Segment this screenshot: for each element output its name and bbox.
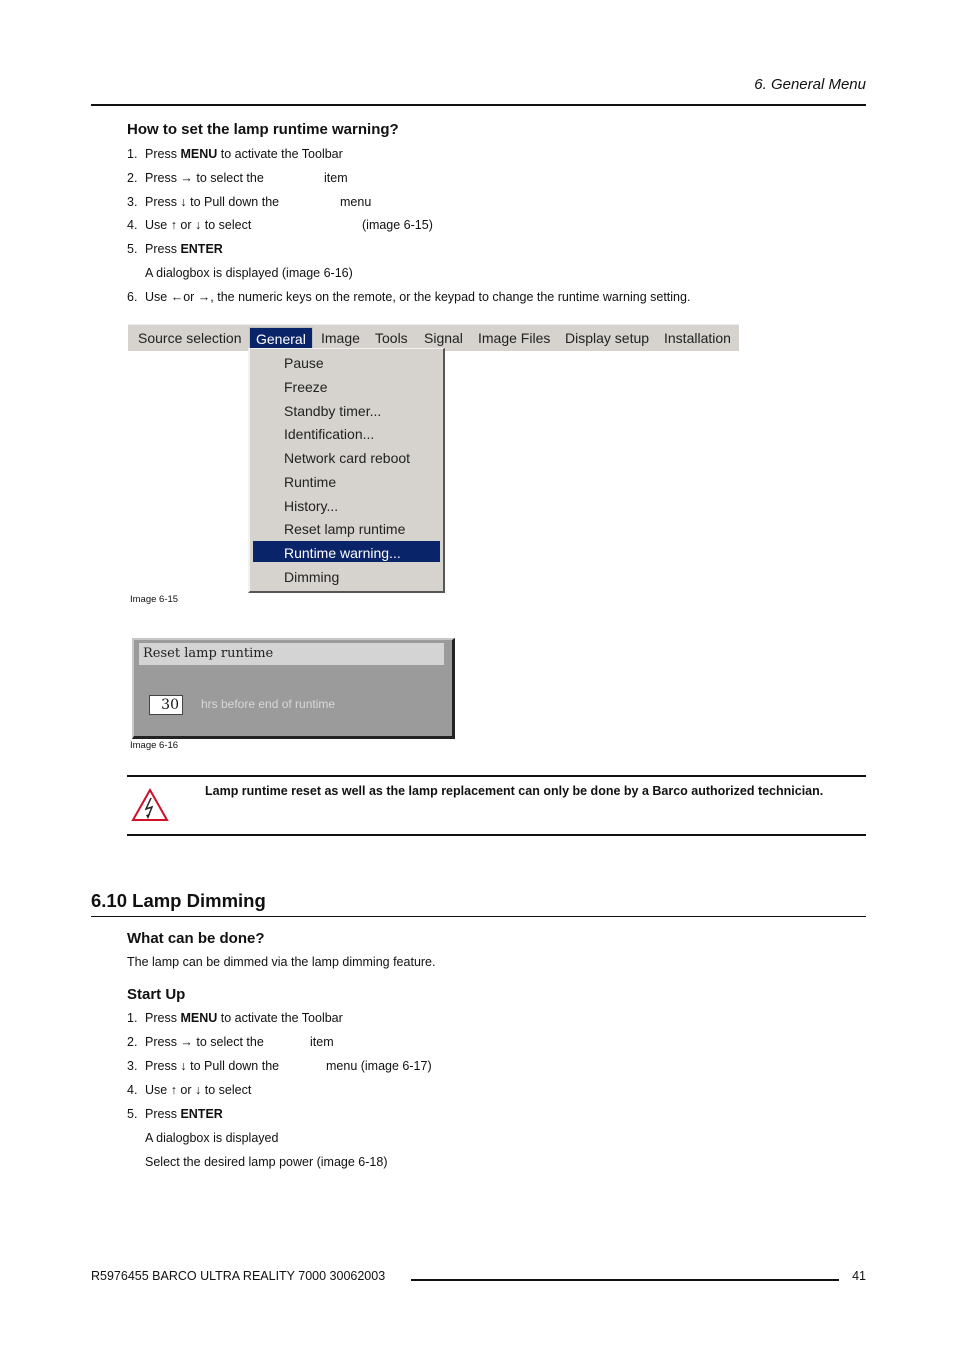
- step-text: Use ←or →, the numeric keys on the remote, or the keypad to change the runtime warning setting.: [145, 290, 691, 304]
- section-rule: [91, 916, 866, 917]
- running-header: 6. General Menu: [754, 76, 866, 93]
- dropdown-item-dimming[interactable]: Dimming: [284, 569, 340, 585]
- dialog-title: Reset lamp runtime: [139, 643, 444, 665]
- section-heading: How to set the lamp runtime warning?: [127, 121, 399, 138]
- paragraph: The lamp can be dimmed via the lamp dimming feature.: [127, 955, 436, 969]
- step-text-tail: to activate the Toolbar: [217, 1011, 343, 1025]
- step-text-tail: menu: [340, 195, 372, 209]
- step-number: 3.: [127, 1059, 138, 1073]
- step-text: Use ↑ or ↓ to select: [145, 218, 252, 232]
- header-rule: [91, 104, 866, 106]
- warning-rule-bottom: [127, 834, 866, 836]
- step-number: 5.: [127, 1107, 138, 1121]
- step-text: Use ↑ or ↓ to select: [145, 1083, 252, 1097]
- step-text: Select the desired lamp power (image 6-18): [145, 1155, 388, 1169]
- step-text: Press → to select the: [145, 1035, 264, 1049]
- image-caption: Image 6-16: [130, 740, 179, 751]
- menu-general[interactable]: General: [249, 327, 313, 351]
- menu-source-selection[interactable]: Source selection: [138, 330, 242, 346]
- dropdown-item-standby-timer[interactable]: Standby timer...: [284, 403, 382, 419]
- page-number: 41: [852, 1269, 866, 1283]
- step-number: 1.: [127, 147, 138, 161]
- menu-bar: [128, 324, 739, 351]
- step-text-tail: item: [324, 171, 348, 185]
- step-key: ENTER: [180, 1107, 223, 1121]
- menu-display-setup[interactable]: Display setup: [565, 330, 650, 346]
- footer-rule: [411, 1279, 839, 1281]
- step-key: MENU: [180, 147, 218, 161]
- step-text: Press → to select the: [145, 171, 264, 185]
- menu-tools[interactable]: Tools: [375, 330, 408, 346]
- step-text: A dialogbox is displayed (image 6-16): [145, 266, 353, 280]
- step-text: Press: [145, 1107, 181, 1121]
- general-dropdown: [248, 348, 445, 593]
- step-number: 1.: [127, 1011, 138, 1025]
- step-text: Press ↓ to Pull down the: [145, 195, 280, 209]
- step-number: 5.: [127, 242, 138, 256]
- electrical-hazard-icon: [131, 788, 169, 822]
- menu-signal[interactable]: Signal: [424, 330, 463, 346]
- dropdown-item-identification[interactable]: Identification...: [284, 426, 375, 442]
- dropdown-item-runtime-warning[interactable]: Runtime warning...: [284, 545, 401, 561]
- dropdown-item-pause[interactable]: Pause: [284, 355, 324, 371]
- dropdown-item-freeze[interactable]: Freeze: [284, 379, 328, 395]
- menu-installation[interactable]: Installation: [664, 330, 731, 346]
- dropdown-item-history[interactable]: History...: [284, 498, 339, 514]
- step-key: ENTER: [180, 242, 223, 256]
- runtime-hours-suffix: hrs before end of runtime: [201, 697, 336, 711]
- step-number: 4.: [127, 218, 138, 232]
- menu-image[interactable]: Image: [321, 330, 360, 346]
- footer-doc-id: R5976455 BARCO ULTRA REALITY 7000 30062003: [91, 1269, 386, 1283]
- warning-rule-top: [127, 775, 866, 777]
- step-number: 2.: [127, 171, 138, 185]
- subsection-heading: Start Up: [127, 986, 186, 1003]
- section-title: 6.10 Lamp Dimming: [91, 890, 266, 911]
- step-text: Press ↓ to Pull down the: [145, 1059, 280, 1073]
- step-text-tail: (image 6-15): [362, 218, 433, 232]
- step-key: MENU: [180, 1011, 218, 1025]
- warning-text: Lamp runtime reset as well as the lamp replacement can only be done by a Barco authorized technician.: [205, 784, 824, 798]
- step-text: Press: [145, 1011, 181, 1025]
- subsection-heading: What can be done?: [127, 930, 265, 947]
- image-caption: Image 6-15: [130, 594, 179, 605]
- step-text: A dialogbox is displayed: [145, 1131, 279, 1145]
- step-text: Press: [145, 147, 181, 161]
- step-text-tail: menu (image 6-17): [326, 1059, 432, 1073]
- reset-lamp-runtime-dialog: [132, 638, 455, 739]
- runtime-hours-input[interactable]: 30: [149, 695, 183, 715]
- menu-image-files[interactable]: Image Files: [478, 330, 551, 346]
- step-number: 2.: [127, 1035, 138, 1049]
- step-number: 6.: [127, 290, 138, 304]
- step-text: Press: [145, 242, 181, 256]
- step-text-tail: item: [310, 1035, 334, 1049]
- dropdown-item-runtime[interactable]: Runtime: [284, 474, 337, 490]
- step-text-tail: to activate the Toolbar: [217, 147, 343, 161]
- dropdown-item-reset-lamp-runtime[interactable]: Reset lamp runtime: [284, 521, 406, 537]
- dropdown-item-network-card-reboot[interactable]: Network card reboot: [284, 450, 411, 466]
- step-number: 3.: [127, 195, 138, 209]
- step-number: 4.: [127, 1083, 138, 1097]
